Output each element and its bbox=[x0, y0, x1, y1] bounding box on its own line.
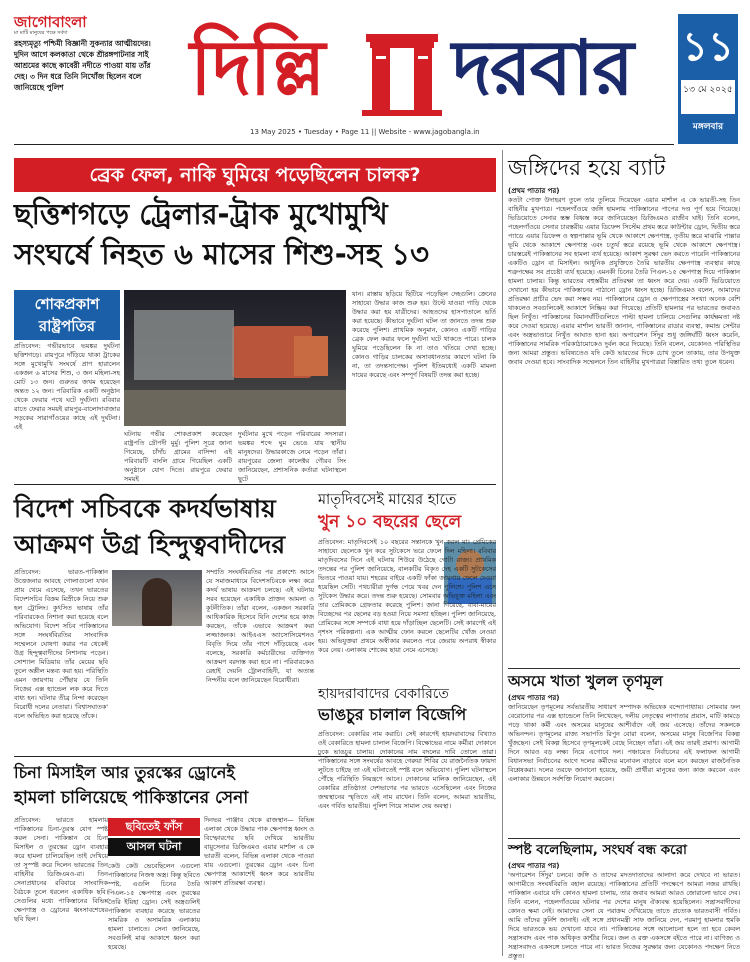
lead-body-right: যান। রাস্তায় ছড়িয়ে ছিটিয়ে পড়েছিল দেহগুলি। ক্রেনের সাহায্যে উদ্ধার কাজ শুরু হয়। উল্টে যাওয়া গাড়ি থেকে উদ্ধার করা হয় যাত্রীদের। আহতদের হাসপাতালে ভর্তি করা হয়েছে। কীভাবে দুর্ঘটনা ঘটল তা জানতে তদন্ত শুরু করেছে পুলিশ। প্রাথমিক অনুমান, কোনও একটি গাড়ির ব্রেক ফেল করার ফলে দুর্ঘটনা ঘটে থাকতে পারে। চালক ঘুমিয়ে পড়েছিলেন কি না তাও খতিয়ে দেখা হচ্ছে। কোনও গাড়ির চালকের অসাবধানতার কারণে ঘটনা কি না, তা তদন্তসাপেক্ষ। পুলিশ ইতিমধ্যেই একটি মামলা দায়ের করেছে এবং সম্পূর্ণ বিষয়টি তদন্ত করা হচ্ছে। bbox=[352, 290, 496, 379]
page-number: ১১ bbox=[682, 24, 734, 70]
right-story-c-body: 'অপারেশন সিঁদুর' চলবে। জঙ্গি ও তাদের মদতদাতাদের আলাদা করে দেখবে না ভারত। আগামীতে সংঘর্ষবিরতি বহাল রয়েছে। পাকিস্তানের প্রতিটি পদক্ষেপে আমরা নজর রাখছি। পাকিস্তান এবারে যদি কোনও হামলা চালায়, তার জবাব আমরা আরও জোরালো ভাবে দেব। তিনি বলেন, পহেলগাঁওয়ের ঘটনার পর দেশের মানুষ ঐক্যবদ্ধ হয়েছিলেন। সন্ত্রাসবাদীদের কোনও ক্ষমা নেই। আমাদের সেনা যে পরাক্রম দেখিয়েছে তাতে প্রত্যেক ভারতবাসী গর্বিত। আমি তাঁদের কুর্নিশ জানাই। এই সঙ্গে প্রধানমন্ত্রী সাফ জানিয়ে দেন, পরমাণু হামলার হুমকি দিয়ে ভারতকে ভয় দেখানো যাবে না। পাকিস্তানের সঙ্গে আলোচনা হলে তা হবে কেবল সন্ত্রাসবাদ এবং পাক অধিকৃত কাশ্মীর নিয়ে। জল ও রক্ত একসঙ্গে বইতে পারে না। বাণিজ্য ও সন্ত্রাসবাদও একসঙ্গে চলতে পারে না। ভারত নিজের সুরক্ষার জন্য যেকোনও পদক্ষেপ নিতে প্রস্তুত। bbox=[508, 871, 740, 960]
masthead bbox=[0, 0, 750, 150]
date-line: 13 May 2025 • Tuesday • Page 11 || Website - www.jagobangla.in bbox=[250, 128, 480, 136]
story2-headline-1: বিদেশ সচিবকে কদর্যভাষায় bbox=[14, 494, 276, 523]
right-story-c-sub: (প্রথম পাতার পর) bbox=[508, 862, 560, 870]
col-divider-right bbox=[502, 150, 503, 956]
lead-kicker-text: ব্রেক ফেল, নাকি ঘুমিয়ে পড়েছিলেন চালক? bbox=[89, 164, 421, 186]
masthead-rule bbox=[14, 144, 674, 145]
story3-headline-1: মাতৃদিবসেই মায়ের হাতে bbox=[318, 492, 457, 508]
lead-sidebar-title: শোকপ্রকাশ রাষ্ট্রপতির bbox=[34, 295, 100, 335]
story5-box bbox=[318, 684, 496, 952]
right-story-c bbox=[508, 838, 740, 960]
lead-sidebar-title-box bbox=[14, 290, 120, 340]
story2-body-2: সম্প্রতি সংঘর্ষবিরতির পর প্রকাশ্যে আসে যে সমাজমাধ্যমে বিদেশসচিবকে লক্ষ্য করে কদর্য ভাষায় আক্রমণ চলছে। এই ঘটনায় সরব হয়েছেন একাধিক প্রাক্তন আমলা ও কূটনীতিক। তাঁরা বলেন, একজন সরকারি আধিকারিক হিসেবে যিনি দেশের হয়ে কাজ করছেন, তাঁকে এভাবে আক্রমণ করা লজ্জাজনক। আইএএস অ্যাসোসিয়েশনও বিবৃতি দিয়ে তাঁর পাশে দাঁড়িয়েছে এবং বলেছে, সরকারি কর্মচারীদের ব্যক্তিগত আক্রমণ বরদাস্ত করা হবে না। পরিবারকেও রেহাই দেয়নি ট্রোলবাহিনী, যা অত্যন্ত নিন্দনীয় বলে জানিয়েছেন বিরোধীরা। bbox=[206, 568, 314, 684]
story3-body: প্রতিবেদন: মাতৃদিবসেই ১০ বছরের সন্তানকে খুন করল মা। প্রেমিকের সাহায্যে ছেলেকে খুন করে সুটকেসে ভরে ফেলে দিল মহিলা। রবিবার মাতৃদিবসের দিনে এই ঘটনায় শিউরে উঠেছে গোটা রাজ্য। প্রাথমিক তদন্তের পর পুলিশ জানিয়েছে, বালকটির বিকৃত দেহ একটি সুটকেসের ভিতরে পাওয়া যায়। শহরের বাইরে একটি ফাঁকা জায়গায় ফেলে দেওয়া হয়েছিল সেটি। পথচারীরা দুর্গন্ধ পেয়ে খবর দেন পুলিশে। পুলিশ এসে সুটকেস উদ্ধার করে। তদন্ত শুরু হয়েছে। সোমবার অভিযুক্ত মহিলা এবং তার প্রেমিককে গ্রেফতার করেছে পুলিশ। জানা গিয়েছে, বাবা-মায়ের বিচ্ছেদের পর ছেলের বড় হওয়া নিয়ে সমস্যা হচ্ছিল। পুলিশ জানিয়েছে, প্রেমিকের সঙ্গে সম্পর্কে বাধা হয়ে দাঁড়াচ্ছিল ছেলেটি। সেই কারণেই এই নৃশংস পরিকল্পনা। এক আত্মীয় ফোন করলে ছেলেটির খোঁজ নেওয়া হয়। অভিযুক্তরা প্রথমে অস্বীকার করলেও পরে জেরায় অপরাধ স্বীকার করে নেয়। এলাকায় শোকের ছায়া নেমে এসেছে। bbox=[318, 538, 496, 654]
story5-headline-1: হায়দরাবাদের বেকারিতে bbox=[318, 686, 449, 702]
right-story-a-title: জঙ্গিদের হয়ে ব্যাট bbox=[508, 156, 666, 181]
right-story-a-body: কতটা পোক্ত উদাহরণ তুলে তার তুলিয়ে দিয়েছেন এয়ার মার্শাল এ কে ভারতী-সহ তিন বাহিনীর মুখপাত্র। পহেলগাঁওয়ে জঙ্গি হামলায় পাকিস্তানের পাপের দণ্ড পূর্ণ হয়ে গিয়েছে। ভিডিয়োতে সেনার স্তম্ভ বিধ্বস্ত করে জানিয়েছেন ডিজিএমও রাজীব ঘাই। তিনি বলেন, পহেলগাঁওয়ে সেনার চারস্তরীয় এয়ার ডিফেন্স সিস্টেম প্রথম স্তরে কাউন্টার ড্রোন, দ্বিতীয় স্তরে প্যাডে এয়ার ডিফেন্স ও স্বল্পপাল্লার ভূমি থেকে আকাশে ক্ষেপণাস্ত্র, তৃতীয় স্তরে মাঝারি পাল্লার ভূমি থেকে আকাশে ক্ষেপণাস্ত্র এবং চতুর্থ স্তরে রয়েছে ভূমি থেকে আকাশে ক্ষেপণাস্ত্র। চারস্তরেই পাকিস্তানের সব হামলা ব্যর্থ হয়েছে। আকাশ সুরক্ষা ভেদ করতে পারেনি পাকিস্তানের একটিও ড্রোন বা মিসাইল। আধুনিক প্রযুক্তিতে তৈরি ভারতীয় ক্ষেপণাস্ত্র ব্যবস্থার কাছে শত্রুপক্ষের সব প্রচেষ্টা ব্যর্থ হয়েছে। এমনকী চিনের তৈরি পিএল-১৫ ক্ষেপণাস্ত্র দিয়ে পাকিস্তান হামলা চালায়। কিন্তু ভারতের বহুস্তরীয় প্রতিরক্ষা তা ধ্বংস করে দেয়। একটি ভিডিয়োতে দেখানো হয় কীভাবে পাকিস্তানের পাঠানো ড্রোন ধ্বংস হচ্ছে। ডিজিএমও বলেন, আমাদের প্রতিরক্ষা প্রাচীর ভেদ করা সম্ভব নয়। পাকিস্তানের ড্রোন ও ক্ষেপণাস্ত্রের সংখ্যা অনেক বেশি থাকলেও সবগুলিকেই আকাশে নিষ্ক্রিয় করা গিয়েছে। প্রতিটি হামলার পর ভারতের জবাবও ছিল নিখুঁত। পাকিস্তানের বিমানঘাঁটিগুলিতে পাল্টা হামলা চালিয়ে সেগুলির কার্যক্ষমতা নষ্ট করে দেওয়া হয়েছে। এয়ার মার্শাল ভারতী জানান, পাকিস্তানের রাডার ব্যবস্থা, কমান্ড সেন্টার এবং অস্ত্রভাণ্ডারে নিখুঁত আঘাত হানা হয়। অপারেশন সিঁদুর শুধু জঙ্গিঘাঁটি ধ্বংস করেনি, পাকিস্তানের সামরিক পরিকাঠামোকেও দুর্বল করে দিয়েছে। তিনি বলেন, যেকোনও পরিস্থিতির জন্য আমরা প্রস্তুত। ভবিষ্যতেও যদি কেউ ভারতের দিকে চোখ তুলে তাকায়, তার উপযুক্ত জবাব দেওয়া হবে। সাংবাদিক সম্মেলনে তিন বাহিনীর মুখপাত্ররা বিস্তারিত তথ্য তুলে ধরেন। bbox=[508, 196, 740, 366]
page-number-block bbox=[678, 14, 738, 144]
story5-body: প্রতিবেদন: বেকারির নাম করাচি। সেই কারণেই হায়দরাবাদের বিখ্যাত ওই বেকারিতে হামলা চালাল বিজেপি। বিক্ষোভের নামে কর্মীরা দোকানে ঢুকে ভাঙচুর চালায়। দোকানের নাম বদলের দাবি তোলে তারা। পাকিস্তানের সঙ্গে সংঘর্ষের আবহে গেরুয়া শিবির যে রাজনৈতিক ফায়দা লুটতে চাইছে তা এই ঘটনাতেই স্পষ্ট বলে অভিযোগ। পুলিশ ঘটনাস্থলে পৌঁছে পরিস্থিতি নিয়ন্ত্রণে আনে। দোকানের মালিক জানিয়েছেন, এই বেকারির প্রতিষ্ঠাতা দেশভাগের পর ভারতে এসেছিলেন এবং নিজের জন্মস্থানের স্মৃতিতে এই নাম রাখেন। তিনি বলেন, আমরা ভারতীয়, এবং গর্বিত ভারতীয়। পুলিশ গিয়ে সামাল দেয় অবস্থা। bbox=[318, 730, 496, 810]
lead-body-mid2: দুর্ঘটনার মুখে পড়েন পরিবারের সদস্যরা। ভয়ঙ্কর শব্দে ঘুম ভেঙে যায় স্থানীয় মানুষদের। উদ্ধারকাজে নেমে পড়েন তাঁরা। রায়পুরের জেলা কালেক্টর গৌরব সিং জানিয়েছেন, প্রশাসনিক কর্তারা ঘটনাস্থলে ছুটে bbox=[238, 430, 346, 483]
lead-headline-2: সংঘর্ষে নিহত ৬ মাসের শিশু-সহ ১৩ bbox=[14, 237, 429, 271]
lead-kicker bbox=[14, 158, 496, 192]
lead-headline-1: ছত্তিশগড়ে ট্রেলার-ট্রাক মুখোমুখি bbox=[14, 197, 388, 231]
photo-truck-cab bbox=[294, 336, 328, 376]
story4-badge-line1: ছবিতেই ফাঁস bbox=[108, 818, 200, 836]
story2-headline-2: আক্রমণ উগ্র হিন্দুত্ববাদীদের bbox=[14, 530, 286, 559]
story4-body-3: কেউ কেউ ভেবেছিলেন এগুলো পাকিস্তানের নিজস্ব অস্ত্র। কিন্তু ছবিতে স্পষ্ট, এগুলি চিনের তৈরি পিএল-১৫ ক্ষেপণাস্ত্র এবং তুরস্কের তৈরি ইয়িহা ড্রোন। সেই অস্ত্রগুলিই পাকিস্তান ব্যবহার করেছে ভারতের সামরিক ও অসামরিক এলাকায় হামলা চালাতে। সেনা জানিয়েছে, সবগুলিই মাঝ আকাশে ধ্বংস করা হয়েছে। bbox=[108, 862, 200, 951]
title-left: দিল্লি bbox=[190, 23, 324, 112]
story4-headline-1: চিনা মিসাইল আর তুরস্কের ড্রোনেই bbox=[14, 763, 235, 782]
right-story-a-sub: (প্রথম পাতার পর) bbox=[508, 187, 560, 195]
story5-headline-2: ভাঙচুর চালাল বিজেপি bbox=[318, 705, 467, 724]
right-story-b-body: জানিয়েছেন তৃণমূলের সর্বভারতীয় সাধারণ সম্পাদক অভিষেক বন্দ্যোপাধ্যায়। সোমবার ফল বেরোনোর পর এক্স হ্যান্ডেলে তিনি লিখেছেন, দলীয় নেতৃত্বের লাগাতার প্রয়াস, মাটি কামড়ে পড়ে থাকা কর্মী এবং অসমের মানুষের আশীর্বাদে এই জয় এসেছে। তাঁদের সকলকে অভিনন্দন। তৃণমূলের রাজ্য সভাপতি রিপুন বোরা বলেন, অসমের মানুষ বিজেপির বিকল্প খুঁজছেন। সেই বিকল্প হিসেবে তৃণমূলকেই বেছে নিচ্ছেন তাঁরা। এই জয় তারই প্রমাণ। আগামী দিনে আরও বড় লক্ষ্য নিয়ে এগোবে দল। পঞ্চায়েত নির্বাচনের এই ফলাফল আগামী বিধানসভা নির্বাচনের আগে দলের কর্মীদের মনোবল বাড়াবে বলে মনে করছেন রাজনৈতিক বিশ্লেষকরা। দলের তরফে জানানো হয়েছে, জয়ী প্রার্থীরা মানুষের জন্য কাজ করবেন এবং এলাকার উন্নয়নে সর্বশক্তি নিয়োগ করবেন। bbox=[508, 703, 740, 783]
india-gate-icon bbox=[360, 30, 444, 116]
day-bn: মঙ্গলবার bbox=[692, 122, 724, 132]
jagobangla-logo bbox=[14, 14, 104, 36]
right-story-b-title: অসমে খাতা খুলল তৃণমূল bbox=[508, 672, 663, 690]
photo-person-shape bbox=[142, 578, 172, 626]
story4-badge bbox=[108, 818, 200, 858]
story2-photo bbox=[112, 570, 202, 626]
story3-headline-2: খুন ১০ বছরের ছেলে bbox=[318, 512, 462, 532]
lead-rule bbox=[14, 484, 496, 485]
date-bn: ১৩ মে ২০২৫ bbox=[681, 80, 735, 114]
story2-body-1: প্রতিবেদন: ভারত-পাকিস্তান উত্তেজনার আবহে গোলাগুলো যখন প্রায় থেমে এসেছে, তখন ভারতের বিদেশসচিব বিক্রম মিস্রীকে নিয়ে শুরু হল ট্রোলিং। কুৎসিত ভাষায় তাঁর পরিবারকেও নিশানা করা হয়েছে বলে অভিযোগ। বিদেশ সচিব পাকিস্তানের সঙ্গে সংঘর্ষবিরতির সাংবাদিক সম্মেলনে ঘোষণা করার পর থেকেই উগ্র হিন্দুত্ববাদীদের নিশানায় পড়েন। সোশ্যাল মিডিয়ায় তাঁর মেয়ের ছবি তুলে অশ্লীল মন্তব্য করা হয়। পরিস্থিতি এমন জায়গায় পৌঁছায় যে তিনি নিজের এক্স হ্যান্ডেল লক করে দিতে বাধ্য হন। ঘটনার তীব্র নিন্দা করেছেন বিরোধী দলের নেতারা। 'বিশ্বাসঘাতক' বলে অভিহিত করা হয়েছে তাঁকে। bbox=[14, 568, 108, 720]
lead-body-left: প্রতিবেদন: গভীরভাবে ভয়ঙ্কর দুর্ঘটনা ছত্তিশগড়ে। রায়পুরে দাঁড়িয়ে থাকা ট্রাকের সঙ্গে মুখোমুখি সংঘর্ষে প্রাণ হারালেন একজন ৬ মাসের শিশু, ৩ জন মহিলা-সহ মোট ১৩ জন। গুরুতর জখম হয়েছেন অন্তত ১২ জন। পরিবারিক একটি অনুষ্ঠান থেকে ফেরার পথে ঘটে দুর্ঘটনা। রবিবার রাতে ফেরার সময়ই রায়পুর-বালোদাবাজার সড়কের সারাগাঁওয়ের কাছে এই দুর্ঘটনা। এই bbox=[14, 342, 120, 431]
lead-photo bbox=[124, 290, 346, 426]
right-story-b bbox=[508, 668, 740, 839]
lead-body-mid: ঘটনায় গভীর শোকপ্রকাশ করেছেন রাষ্ট্রপতি দ্রৌপদী মুর্মু। পুলিশ সূত্রে জানা গিয়েছে, চাঁদাঁচ গ্রামের বাসিন্দা এই পরিবারটি বাংলি গ্রামে গিয়েছিল একটি অনুষ্ঠানে যোগ দিতে। রায়পুরে ফেরার সময়ই bbox=[124, 430, 232, 483]
story4-body-1: প্রতিবেদন: ভারতে হামলায় পাকিস্তানের চিনা-তুরস্ক যোগ স্পষ্ট করল সেনা। পাকিস্তান যে চিনা মিসাইল ও তুরস্কের ড্রোন ব্যবহার করে হামলা চালিয়েছিল তাই দেখিয়ে তা সুস্পষ্ট করে দিলেন ভারতের তিন বাহিনীর ডিজিএমও-রা। তিন সেনাপ্রধানের রবিবারে সাংবাদিক বৈঠকে তুলে ধরলেন একাধিক ছবি। সেগুলির মধ্যে পাকিস্তানের বিভিন্ন ক্ষেপণাস্ত্র ও ড্রোনের ধ্বংসাবশেষের ছবি ছিল। bbox=[14, 816, 108, 923]
masthead-teaser: রহস্যমৃত্যু পশ্চিমী বিজ্ঞানী সুকন্যার আত্মীয়দের। দুদিন আগে কলকাতা থেকে শ্রীরঙ্গপাটনার সাই আশ্রমের কাছে কাবেরী নদীতে পাওয়া যায় তাঁর দেহ। ৩ দিন ধরে তিনি নিখোঁজ ছিলেন বলে জানিয়েছে পুলিশ bbox=[14, 39, 151, 92]
photo-trailer-shape bbox=[134, 310, 234, 380]
story3-box bbox=[318, 490, 496, 678]
right-story-c-title: স্পষ্ট বলেছিলাম, সংঘর্ষ বন্ধ করো bbox=[508, 842, 687, 858]
photo-road bbox=[124, 390, 346, 426]
right-story-b-sub: (প্রথম পাতার পর) bbox=[508, 694, 560, 702]
right-story-a bbox=[508, 152, 740, 662]
logo-tagline: মা মাটি মানুষের পক্ষে সর্বদা bbox=[14, 30, 68, 36]
newspaper-title bbox=[190, 18, 660, 118]
story4-headline-2: হামলা চালিয়েছে পাকিস্তানের সেনা bbox=[14, 788, 249, 808]
story4-badge-line2: আসল ঘটনা bbox=[108, 838, 200, 856]
title-right: দরবার bbox=[452, 23, 632, 112]
logo-text: জাগোবাংলা bbox=[14, 13, 87, 31]
story4-body-2: দিনভর পাঞ্জাব থেকে রাজস্থান— বিভিন্ন এলাকা থেকে উদ্ধার পাক ক্ষেপণাস্ত্র ধ্বংস ও বিস্ফোরণের ছবি দেখিয়ে ভারতীয় বায়ুসেনার ডিজিএমও এয়ার মার্শাল এ কে ভারতী বলেন, বিভিন্ন এলাকা থেকে পাওয়া যায় এগুলো। তুরস্কের ড্রোন এবং চিনা ক্ষেপণাস্ত্র আকাশেই ধ্বংস করে ভারতীয় আকাশ প্রতিরক্ষা ব্যবস্থা। bbox=[204, 816, 314, 887]
